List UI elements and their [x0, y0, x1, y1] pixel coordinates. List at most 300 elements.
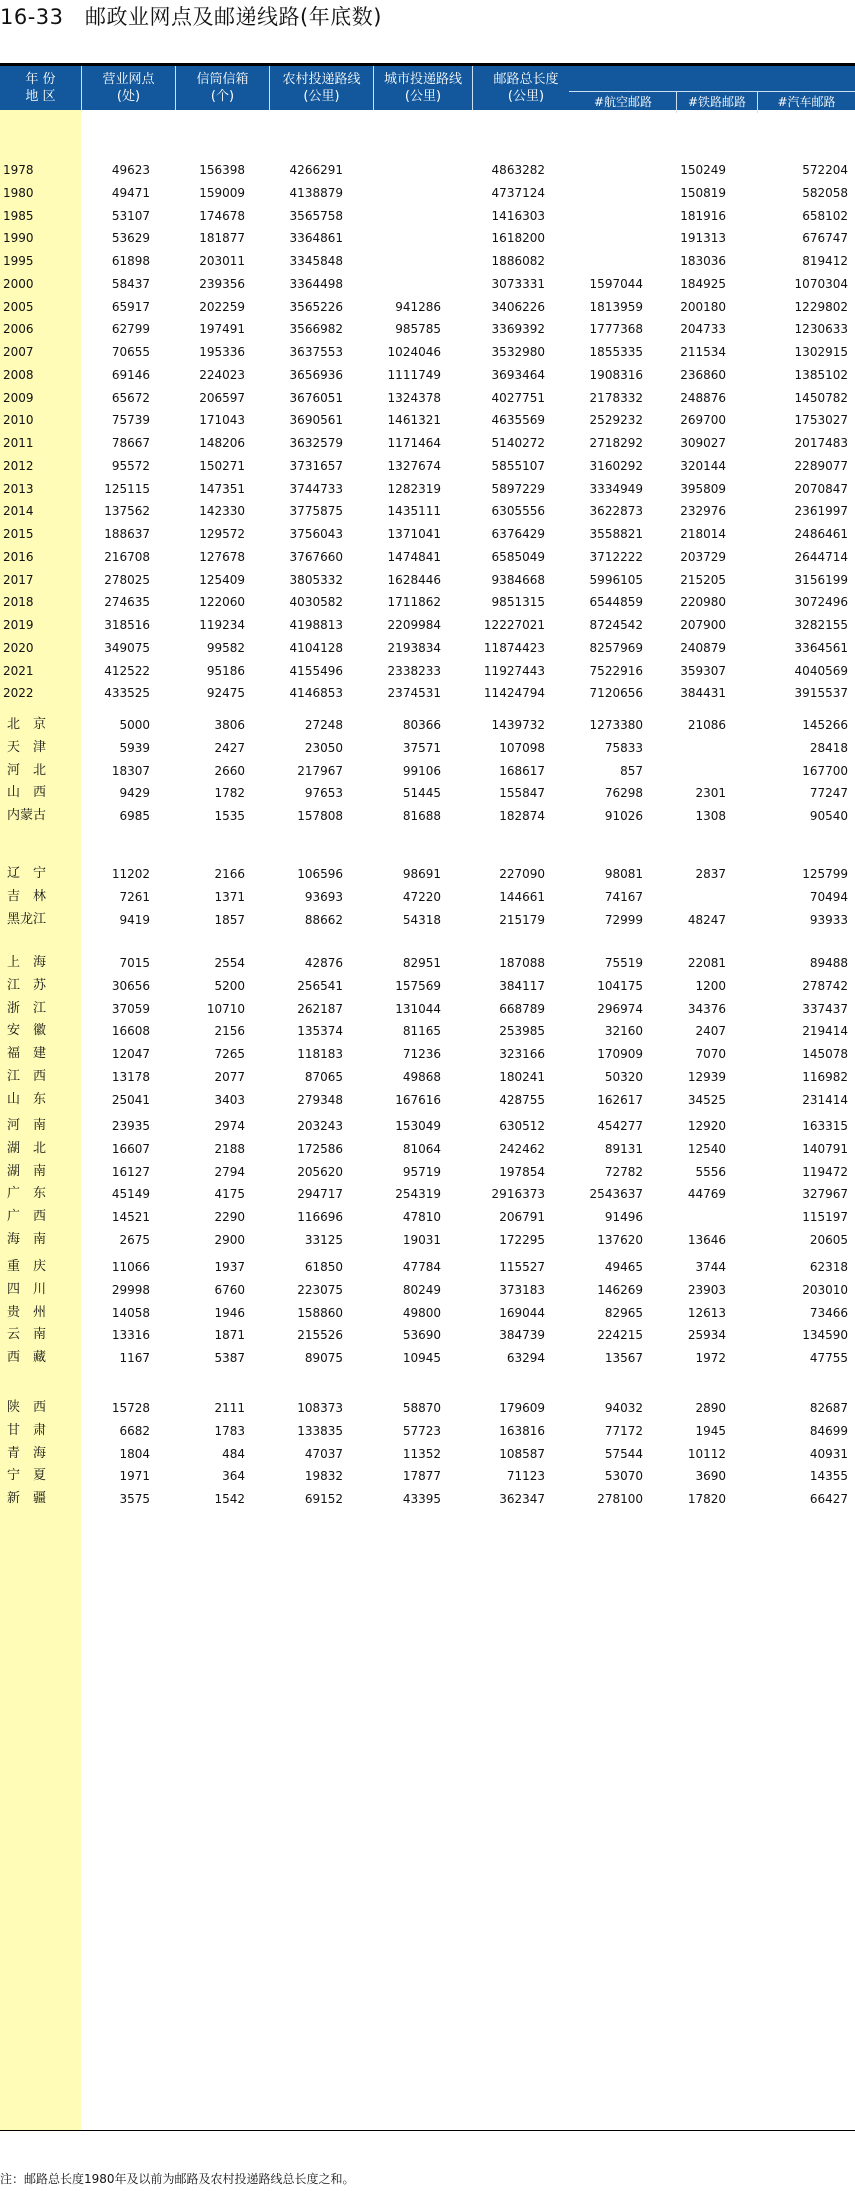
cell-rural-routes: 42876 [304, 956, 343, 970]
cell-rail: 359307 [680, 663, 726, 678]
cell-total-length: 215179 [499, 912, 545, 927]
row-label: 2007 [3, 345, 34, 359]
cell-road: 327967 [802, 1187, 848, 1202]
cell-road: 1230633 [794, 322, 848, 337]
cell-rural-routes: 93693 [304, 889, 343, 904]
cell-mailboxes: 122060 [199, 595, 245, 610]
cell-rural-routes: 108373 [297, 1401, 343, 1415]
cell-road: 82687 [809, 1401, 848, 1415]
cell-rural-routes: 3364498 [289, 276, 343, 291]
cell-rural-routes: 3565226 [289, 299, 343, 314]
cell-air: 72999 [604, 912, 643, 927]
row-label: 浙 江 [7, 1000, 47, 1016]
cell-rail: 184925 [680, 276, 726, 291]
cell-urban-routes: 99106 [402, 763, 441, 778]
cell-rural-routes: 3566982 [289, 322, 343, 337]
cell-air: 146269 [597, 1282, 643, 1297]
cell-total-length: 5855107 [491, 458, 545, 473]
row-label: 福 建 [7, 1046, 47, 1061]
cell-road: 115197 [802, 1210, 848, 1224]
cell-total-length: 180241 [499, 1069, 545, 1084]
cell-outlets: 7261 [119, 889, 150, 904]
cell-rail: 384431 [680, 686, 726, 701]
cell-road: 1450782 [794, 390, 848, 405]
cell-total-length: 242462 [499, 1141, 545, 1156]
cell-total-length: 227090 [499, 867, 545, 881]
cell-road: 203010 [802, 1282, 848, 1297]
cell-mailboxes: 142330 [199, 504, 245, 519]
row-label: 江 苏 [7, 977, 47, 993]
cell-outlets: 75739 [111, 413, 150, 428]
cell-outlets: 6985 [119, 809, 150, 823]
cell-urban-routes: 53690 [402, 1328, 441, 1343]
row-label: 2009 [3, 390, 34, 405]
cell-air: 49465 [604, 1260, 643, 1274]
cell-rail: 211534 [680, 345, 726, 359]
cell-mailboxes: 2188 [214, 1141, 245, 1156]
row-label: 2021 [3, 663, 34, 678]
row-label: 湖 北 [7, 1140, 47, 1156]
row-label: 北 京 [7, 717, 47, 732]
table-row [0, 904, 855, 936]
cell-outlets: 16608 [111, 1024, 150, 1039]
cell-rural-routes: 47037 [304, 1446, 343, 1461]
cell-rural-routes: 135374 [297, 1024, 343, 1039]
cell-urban-routes: 80249 [402, 1282, 441, 1297]
cell-urban-routes: 254319 [395, 1187, 441, 1202]
cell-total-length: 107098 [499, 740, 545, 755]
cell-urban-routes: 1171464 [387, 436, 441, 450]
row-label: 甘 肃 [7, 1422, 47, 1438]
cell-urban-routes: 47220 [402, 889, 441, 904]
cell-air: 98081 [604, 867, 643, 881]
cell-rail: 3690 [695, 1469, 726, 1484]
cell-mailboxes: 174678 [199, 208, 245, 223]
row-label: 2020 [3, 640, 34, 655]
cell-rail: 150819 [680, 185, 726, 200]
cell-urban-routes: 54318 [402, 912, 441, 927]
cell-total-length: 63294 [506, 1351, 545, 1365]
cell-outlets: 137562 [104, 504, 150, 519]
cell-rural-routes: 294717 [297, 1187, 343, 1202]
cell-urban-routes: 58870 [402, 1401, 441, 1415]
cell-rural-routes: 87065 [304, 1069, 343, 1084]
cell-mailboxes: 202259 [199, 299, 245, 314]
cell-road: 572204 [802, 163, 848, 177]
cell-outlets: 14058 [111, 1305, 150, 1320]
cell-mailboxes: 99582 [206, 640, 245, 655]
row-label: 宁 夏 [7, 1468, 47, 1484]
cell-air: 1855335 [589, 345, 643, 359]
row-label: 河 南 [7, 1118, 47, 1133]
cell-total-length: 428755 [499, 1092, 545, 1107]
cell-rural-routes: 23050 [304, 740, 343, 755]
cell-urban-routes: 81688 [402, 809, 441, 823]
cell-rural-routes: 3676051 [289, 390, 343, 405]
row-label: 广 西 [7, 1209, 47, 1224]
row-label: 2000 [3, 276, 34, 291]
cell-rural-routes: 3364861 [289, 231, 343, 246]
cell-air: 3334949 [589, 481, 643, 496]
row-label: 陕 西 [7, 1400, 47, 1415]
cell-urban-routes: 1371041 [387, 527, 441, 541]
cell-mailboxes: 3806 [214, 718, 245, 732]
cell-mailboxes: 92475 [206, 686, 245, 701]
cell-rail: 1972 [695, 1351, 726, 1365]
cell-rail: 10112 [687, 1446, 726, 1461]
cell-mailboxes: 1857 [214, 912, 245, 927]
cell-urban-routes: 157569 [395, 978, 441, 993]
footnote: 注：邮路总长度1980年及以前为邮路及农村投递路线总长度之和。 [0, 2172, 355, 2186]
cell-air: 1813959 [589, 299, 643, 314]
cell-urban-routes: 71236 [402, 1047, 441, 1061]
cell-rural-routes: 262187 [297, 1001, 343, 1016]
cell-outlets: 318516 [104, 618, 150, 632]
cell-air: 75833 [604, 740, 643, 755]
cell-road: 167700 [802, 763, 848, 778]
header-divider [757, 91, 758, 113]
cell-air: 1777368 [589, 322, 643, 337]
cell-total-length: 4737124 [491, 185, 545, 200]
cell-urban-routes: 1327674 [387, 458, 441, 473]
cell-mailboxes: 2156 [214, 1024, 245, 1039]
cell-mailboxes: 2974 [214, 1119, 245, 1133]
cell-air: 454277 [597, 1119, 643, 1133]
cell-rural-routes: 3656936 [289, 367, 343, 382]
cell-road: 658102 [802, 208, 848, 223]
cell-road: 20605 [809, 1232, 848, 1247]
cell-air: 3160292 [589, 458, 643, 473]
cell-outlets: 69146 [111, 367, 150, 382]
cell-outlets: 58437 [111, 276, 150, 291]
cell-road: 2486461 [794, 527, 848, 541]
cell-total-length: 172295 [499, 1232, 545, 1247]
cell-road: 1753027 [794, 413, 848, 428]
row-label: 新 疆 [7, 1491, 47, 1506]
cell-total-length: 11874423 [483, 640, 545, 655]
row-label: 上 海 [7, 955, 47, 970]
cell-rural-routes: 3744733 [289, 481, 343, 496]
cell-rural-routes: 3756043 [289, 527, 343, 541]
cell-total-length: 1618200 [491, 231, 545, 246]
cell-total-length: 630512 [499, 1119, 545, 1133]
cell-road: 819412 [802, 254, 848, 268]
cell-urban-routes: 2374531 [387, 686, 441, 701]
cell-outlets: 278025 [104, 572, 150, 587]
cell-rail: 236860 [680, 367, 726, 382]
cell-mailboxes: 2166 [214, 867, 245, 881]
cell-mailboxes: 4175 [214, 1187, 245, 1202]
cell-outlets: 65672 [111, 390, 150, 405]
cell-outlets: 37059 [111, 1001, 150, 1016]
row-label: 2005 [3, 299, 34, 314]
cell-air: 77172 [604, 1423, 643, 1438]
header-col-mailboxes: 信筒信箱 (个) [196, 72, 249, 104]
cell-outlets: 53629 [111, 231, 150, 246]
cell-air: 3712222 [589, 549, 643, 564]
row-label: 2008 [3, 367, 34, 382]
cell-total-length: 5140272 [491, 436, 545, 450]
cell-rail: 2301 [695, 786, 726, 801]
cell-road: 582058 [802, 185, 848, 200]
cell-urban-routes: 57723 [402, 1423, 441, 1438]
cell-total-length: 3532980 [491, 345, 545, 359]
row-label: 西 藏 [7, 1350, 47, 1365]
cell-urban-routes: 95719 [402, 1164, 441, 1179]
cell-rail: 215205 [680, 572, 726, 587]
cell-rural-routes: 116696 [297, 1210, 343, 1224]
page-title: 16-33 邮政业网点及邮递线路(年底数) [0, 5, 382, 29]
row-label: 2022 [3, 686, 34, 701]
cell-road: 66427 [809, 1492, 848, 1506]
row-label: 2013 [3, 481, 34, 496]
cell-total-length: 182874 [499, 809, 545, 823]
cell-outlets: 16127 [111, 1164, 150, 1179]
cell-outlets: 433525 [104, 686, 150, 701]
cell-mailboxes: 125409 [199, 572, 245, 587]
cell-outlets: 412522 [104, 663, 150, 678]
cell-mailboxes: 1535 [214, 809, 245, 823]
cell-rural-routes: 3690561 [289, 413, 343, 428]
row-label: 安 徽 [7, 1023, 47, 1039]
cell-outlets: 15728 [111, 1401, 150, 1415]
cell-air: 74167 [604, 889, 643, 904]
cell-rail: 395809 [680, 481, 726, 496]
cell-rural-routes: 89075 [304, 1351, 343, 1365]
header-sub-rail: #铁路邮路 [687, 95, 747, 109]
cell-total-length: 9384668 [491, 572, 545, 587]
cell-mailboxes: 203011 [199, 254, 245, 268]
cell-mailboxes: 2900 [214, 1232, 245, 1247]
row-label: 内蒙古 [7, 808, 47, 823]
cell-road: 62318 [809, 1260, 848, 1274]
cell-urban-routes: 2338233 [387, 663, 441, 678]
header-divider [676, 91, 677, 113]
cell-outlets: 23935 [111, 1119, 150, 1133]
cell-mailboxes: 1371 [214, 889, 245, 904]
cell-rail: 12920 [687, 1119, 726, 1133]
cell-mailboxes: 7265 [214, 1047, 245, 1061]
cell-rural-routes: 256541 [297, 978, 343, 993]
cell-outlets: 6682 [119, 1423, 150, 1438]
cell-air: 91026 [604, 809, 643, 823]
cell-total-length: 197854 [499, 1164, 545, 1179]
cell-mailboxes: 2660 [214, 763, 245, 778]
cell-air: 53070 [604, 1469, 643, 1484]
cell-air: 2718292 [589, 436, 643, 450]
row-label: 2011 [3, 436, 34, 450]
cell-total-length: 206791 [499, 1210, 545, 1224]
cell-total-length: 373183 [499, 1282, 545, 1297]
cell-rural-routes: 3805332 [289, 572, 343, 587]
row-label: 2017 [3, 572, 34, 587]
cell-rail: 218014 [680, 527, 726, 541]
row-label: 2006 [3, 322, 34, 337]
cell-total-length: 4863282 [491, 163, 545, 177]
cell-road: 145266 [802, 718, 848, 732]
cell-urban-routes: 37571 [402, 740, 441, 755]
cell-urban-routes: 167616 [395, 1092, 441, 1107]
cell-urban-routes: 1435111 [387, 504, 441, 519]
cell-rural-routes: 4266291 [289, 163, 343, 177]
cell-outlets: 18307 [111, 763, 150, 778]
cell-air: 170909 [597, 1047, 643, 1061]
cell-air: 296974 [597, 1001, 643, 1016]
cell-urban-routes: 10945 [402, 1351, 441, 1365]
cell-rail: 191313 [680, 231, 726, 246]
row-label: 贵 州 [7, 1304, 47, 1320]
cell-air: 7522916 [589, 663, 643, 678]
cell-urban-routes: 80366 [402, 718, 441, 732]
cell-total-length: 187088 [499, 956, 545, 970]
cell-outlets: 65917 [111, 299, 150, 314]
cell-outlets: 1167 [119, 1351, 150, 1365]
cell-road: 2289077 [794, 458, 848, 473]
cell-road: 3282155 [794, 618, 848, 632]
cell-urban-routes: 82951 [402, 956, 441, 970]
cell-air: 2529232 [589, 413, 643, 428]
cell-total-length: 108587 [499, 1446, 545, 1461]
cell-air: 1597044 [589, 276, 643, 291]
cell-road: 2361997 [794, 504, 848, 519]
cell-rural-routes: 106596 [297, 867, 343, 881]
table-row [0, 1342, 855, 1374]
cell-road: 1229802 [794, 299, 848, 314]
row-label: 辽 宁 [7, 866, 47, 881]
cell-mailboxes: 484 [222, 1446, 245, 1461]
cell-urban-routes: 1711862 [387, 595, 441, 610]
cell-mailboxes: 148206 [199, 436, 245, 450]
cell-air: 5996105 [589, 572, 643, 587]
cell-outlets: 9429 [119, 786, 150, 801]
row-label: 2018 [3, 595, 34, 610]
cell-rail: 200180 [680, 299, 726, 314]
cell-rural-routes: 215526 [297, 1328, 343, 1343]
cell-mailboxes: 224023 [199, 367, 245, 382]
cell-rural-routes: 217967 [297, 763, 343, 778]
cell-rail: 309027 [680, 436, 726, 450]
cell-road: 140791 [802, 1141, 848, 1156]
cell-total-length: 3693464 [491, 367, 545, 382]
cell-total-length: 6376429 [491, 527, 545, 541]
cell-air: 137620 [597, 1232, 643, 1247]
cell-air: 1273380 [589, 718, 643, 732]
row-label: 1985 [3, 208, 34, 223]
cell-total-length: 11424794 [483, 686, 545, 701]
cell-road: 3915537 [794, 686, 848, 701]
cell-total-length: 3406226 [491, 299, 545, 314]
row-label: 2012 [3, 458, 34, 473]
cell-road: 145078 [802, 1047, 848, 1061]
cell-rail: 3744 [695, 1260, 726, 1274]
cell-total-length: 4027751 [491, 390, 545, 405]
header-divider [175, 66, 176, 110]
cell-outlets: 49623 [111, 163, 150, 177]
cell-outlets: 11202 [111, 867, 150, 881]
cell-mailboxes: 1871 [214, 1328, 245, 1343]
cell-total-length: 168617 [499, 763, 545, 778]
cell-urban-routes: 49868 [402, 1069, 441, 1084]
cell-road: 1302915 [794, 345, 848, 359]
cell-road: 89488 [809, 956, 848, 970]
cell-rail: 2890 [695, 1401, 726, 1415]
cell-outlets: 349075 [104, 640, 150, 655]
cell-rural-routes: 97653 [304, 786, 343, 801]
cell-total-length: 169044 [499, 1305, 545, 1320]
cell-air: 91496 [604, 1210, 643, 1224]
cell-urban-routes: 81165 [402, 1024, 441, 1039]
cell-rail: 1945 [695, 1423, 726, 1438]
cell-mailboxes: 1783 [214, 1423, 245, 1438]
cell-mailboxes: 1937 [214, 1260, 245, 1274]
cell-total-length: 4635569 [491, 413, 545, 428]
cell-outlets: 3575 [119, 1492, 150, 1506]
cell-air: 104175 [597, 978, 643, 993]
cell-outlets: 11066 [111, 1260, 150, 1274]
cell-road: 2017483 [794, 436, 848, 450]
cell-total-length: 323166 [499, 1047, 545, 1061]
cell-rural-routes: 279348 [297, 1092, 343, 1107]
cell-mailboxes: 6760 [214, 1282, 245, 1297]
row-label: 河 北 [7, 762, 47, 778]
cell-mailboxes: 127678 [199, 549, 245, 564]
cell-urban-routes: 47784 [402, 1260, 441, 1274]
cell-rural-routes: 4104128 [289, 640, 343, 655]
cell-air: 32160 [604, 1024, 643, 1039]
cell-air: 8724542 [589, 618, 643, 632]
stub-header [0, 71, 81, 105]
cell-total-length: 9851315 [491, 595, 545, 610]
cell-urban-routes: 985785 [395, 322, 441, 337]
row-label: 1990 [3, 231, 34, 246]
cell-outlets: 78667 [111, 436, 150, 450]
cell-air: 2543637 [589, 1187, 643, 1202]
cell-outlets: 125115 [104, 481, 150, 496]
cell-road: 70494 [809, 889, 848, 904]
cell-urban-routes: 17877 [402, 1469, 441, 1484]
cell-outlets: 216708 [104, 549, 150, 564]
cell-road: 4040569 [794, 663, 848, 678]
cell-rail: 21086 [687, 718, 726, 732]
cell-mailboxes: 195336 [199, 345, 245, 359]
row-label: 天 津 [7, 739, 47, 755]
cell-mailboxes: 119234 [199, 618, 245, 632]
cell-road: 28418 [809, 740, 848, 755]
cell-rail: 23903 [687, 1282, 726, 1297]
cell-urban-routes: 941286 [395, 299, 441, 314]
cell-rural-routes: 157808 [297, 809, 343, 823]
cell-air: 57544 [604, 1446, 643, 1461]
cell-outlets: 7015 [119, 956, 150, 970]
cell-total-length: 179609 [499, 1401, 545, 1415]
cell-rural-routes: 3632579 [289, 436, 343, 450]
cell-rail: 1308 [695, 809, 726, 823]
cell-rail: 2407 [695, 1024, 726, 1039]
table-header [0, 66, 855, 110]
cell-mailboxes: 197491 [199, 322, 245, 337]
cell-rural-routes: 3731657 [289, 458, 343, 473]
cell-rail: 12613 [687, 1305, 726, 1320]
cell-outlets: 16607 [111, 1141, 150, 1156]
header-divider [472, 66, 473, 110]
cell-road: 1070304 [794, 276, 848, 291]
row-label: 山 东 [7, 1091, 47, 1107]
cell-air: 76298 [604, 786, 643, 801]
cell-total-length: 2916373 [491, 1187, 545, 1202]
cell-rural-routes: 4146853 [289, 686, 343, 701]
cell-mailboxes: 1542 [214, 1492, 245, 1506]
cell-road: 90540 [809, 809, 848, 823]
